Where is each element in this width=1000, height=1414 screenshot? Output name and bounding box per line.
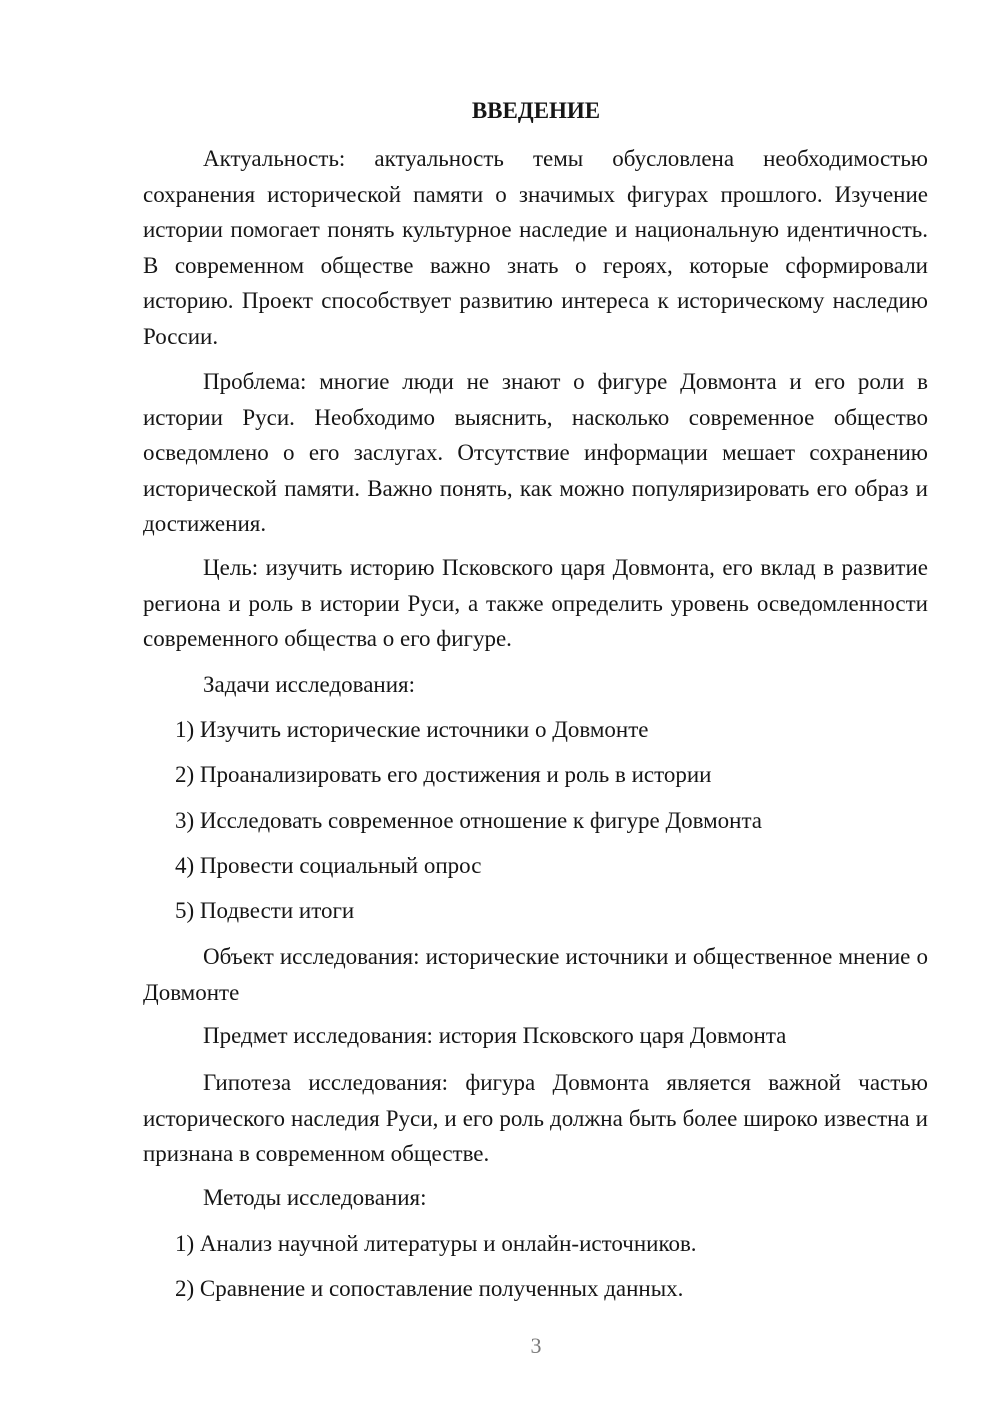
method-item: 1) Анализ научной литературы и онлайн-источников.	[175, 1231, 697, 1256]
task-item: 4) Провести социальный опрос	[175, 853, 482, 878]
object-paragraph: Объект исследования: исторические источники и общественное мнение о Довмонте	[143, 944, 928, 1005]
task-item: 2) Проанализировать его достижения и роль в истории	[175, 762, 712, 787]
tasks-heading: Задачи исследования:	[203, 672, 416, 697]
methods-heading: Методы исследования:	[203, 1185, 427, 1210]
task-item: 5) Подвести итоги	[175, 898, 355, 923]
goal-paragraph: Цель: изучить историю Псковского царя Довмонта, его вклад в развитие региона и роль в истории Руси, а также определить уровень осведомленности современного общества о его фигуре.	[143, 555, 928, 651]
method-item: 2) Сравнение и сопоставление полученных данных.	[175, 1276, 684, 1301]
task-item: 3) Исследовать современное отношение к фигуре Довмонта	[175, 808, 763, 833]
relevance-paragraph: Актуальность: актуальность темы обусловлена необходимостью сохранения исторической памяти о значимых фигурах прошлого. Изучение истории помогает понять культурное наследие и национальную идентичность. В современном обществе важно знать о героях, которые сформировали историю. Проект способствует развитию интереса к историческому наследию России.	[143, 146, 928, 349]
problem-paragraph: Проблема: многие люди не знают о фигуре Довмонта и его роли в истории Руси. Необходимо выяснить, насколько современное общество осведомлено о его заслугах. Отсутствие информации мешает сохранению исторической памяти. Важно понять, как можно популяризировать его образ и достижения.	[143, 369, 928, 536]
task-item: 1) Изучить исторические источники о Довмонте	[175, 717, 649, 742]
subject-line: Предмет исследования: история Псковского царя Довмонта	[203, 1023, 787, 1048]
hypothesis-paragraph: Гипотеза исследования: фигура Довмонта является важной частью исторического наследия Руси, и его роль должна быть более широко известна и признана в современном обществе.	[143, 1070, 928, 1166]
page-title: ВВЕДЕНИЕ	[471, 98, 601, 123]
page-number: 3	[530, 1333, 542, 1358]
